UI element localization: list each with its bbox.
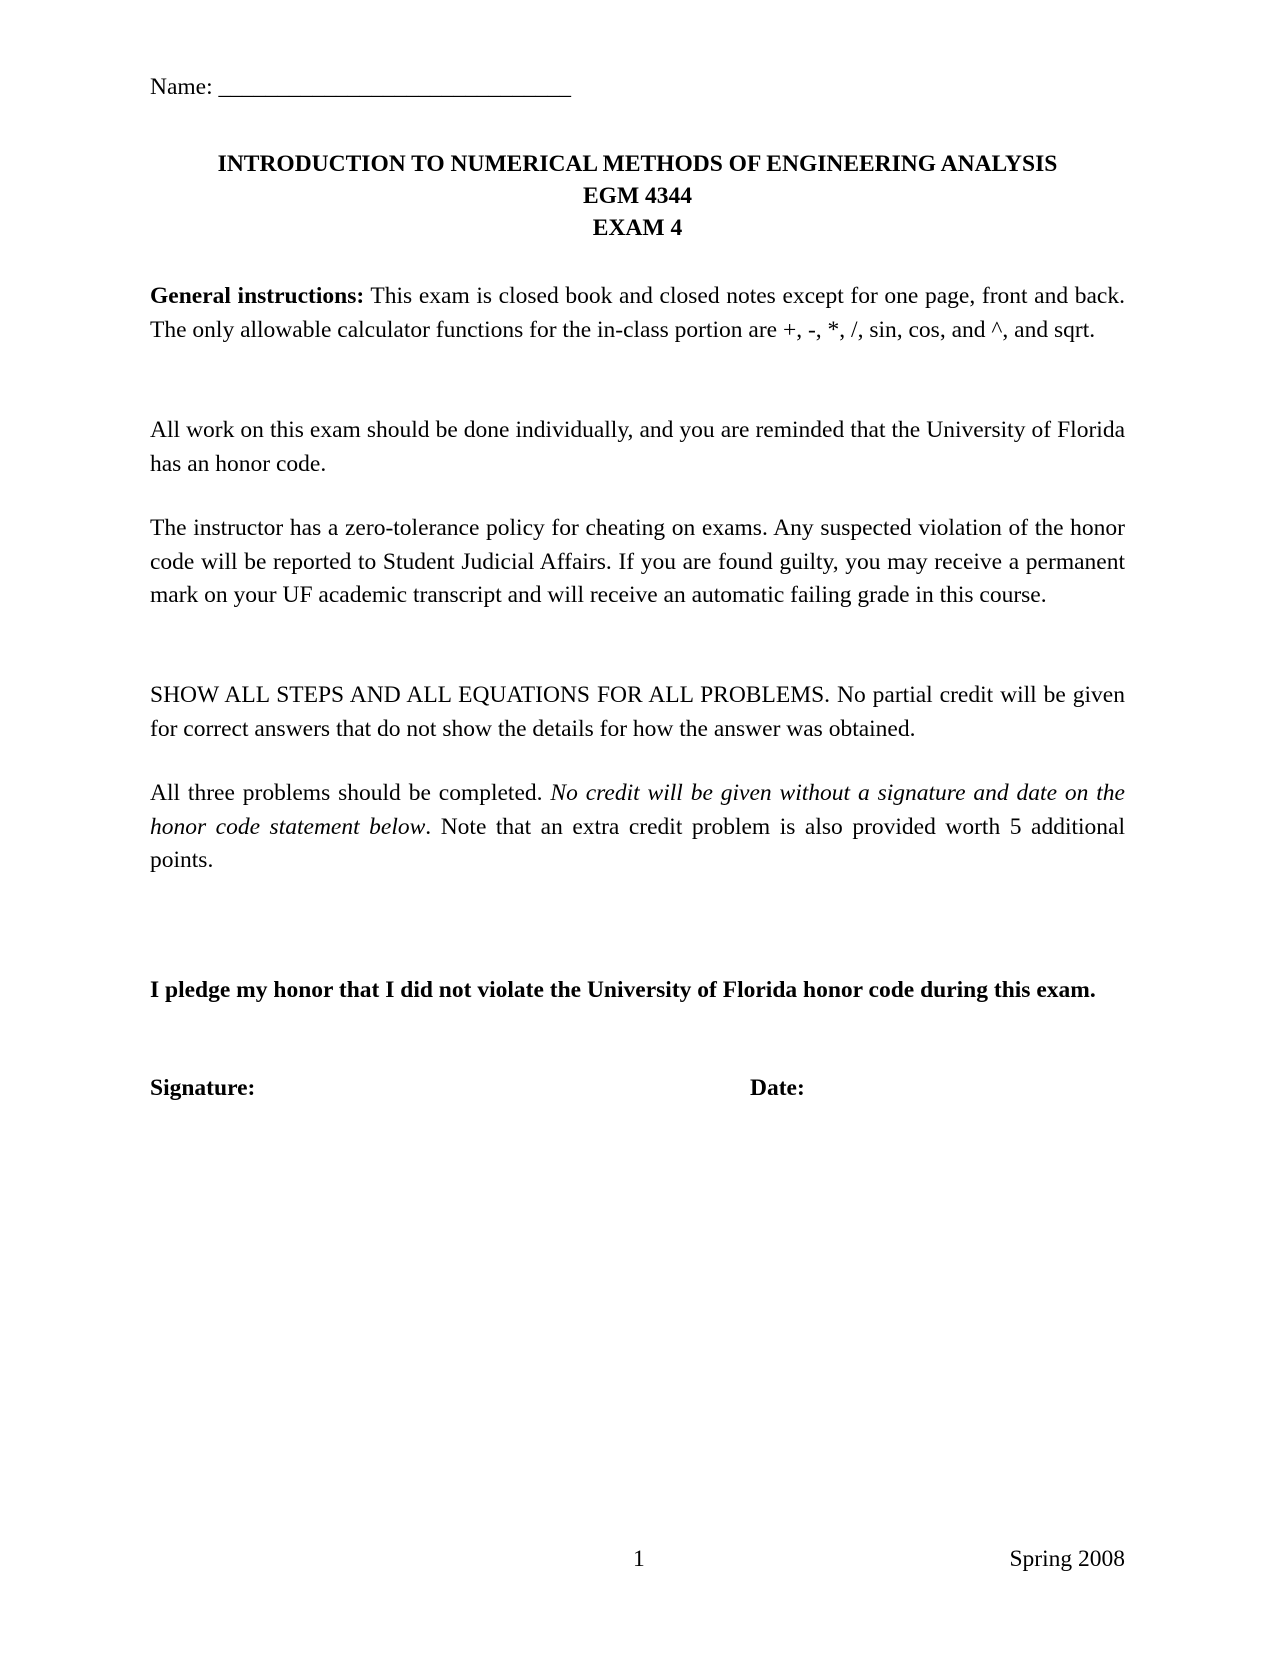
name-field <box>150 71 571 105</box>
name-label: Name: <box>150 74 213 100</box>
honor-pledge: I pledge my honor that I did not violate the University of Florida honor code during this exam. <box>150 977 1096 1003</box>
general-instructions <box>150 280 1125 347</box>
exam-title-block <box>150 148 1125 244</box>
general-instructions-label: General instructions: <box>150 283 365 309</box>
cheating-policy-paragraph: The instructor has a zero-tolerance policy for cheating on exams. Any suspected violation of the honor code will be reported to Student Judicial Affairs. If you are found guilty, you may receive a permanent mark on your UF academic transcript and will receive an automatic failing grade in this course. <box>150 515 1125 608</box>
signature-label: Signature: <box>150 1075 256 1101</box>
completion-paragraph <box>150 777 1125 878</box>
course-title: INTRODUCTION TO NUMERICAL METHODS OF ENGINEERING ANALYSIS <box>217 151 1058 177</box>
exam-page <box>150 0 1125 1656</box>
date-label: Date: <box>750 1075 805 1101</box>
show-steps-paragraph: SHOW ALL STEPS AND ALL EQUATIONS FOR ALL PROBLEMS. No partial credit will be given for correct answers that do not show the details for how the answer was obtained. <box>150 682 1125 742</box>
term-label: Spring 2008 <box>1009 1546 1125 1572</box>
general-instructions-text: This exam is closed book and closed notes except for one page, front and back. The only allowable calculator functions for the in-class portion are +, -, *, /, sin, cos, and ^, and sqrt. <box>150 283 1125 343</box>
name-blank-line: ______________________________ <box>218 74 572 100</box>
completion-text-italic: No credit will be given without a signature and date on the honor code statement below <box>150 780 1125 840</box>
completion-text-start: All three problems should be completed. <box>150 780 551 806</box>
course-code: EGM 4344 <box>582 183 692 209</box>
page-number: 1 <box>633 1546 645 1572</box>
exam-number: EXAM 4 <box>592 215 683 241</box>
individual-work-paragraph: All work on this exam should be done individually, and you are reminded that the University of Florida has an honor code. <box>150 417 1125 477</box>
completion-text-end: . Note that an extra credit problem is also provided worth 5 additional points. <box>150 813 1125 873</box>
